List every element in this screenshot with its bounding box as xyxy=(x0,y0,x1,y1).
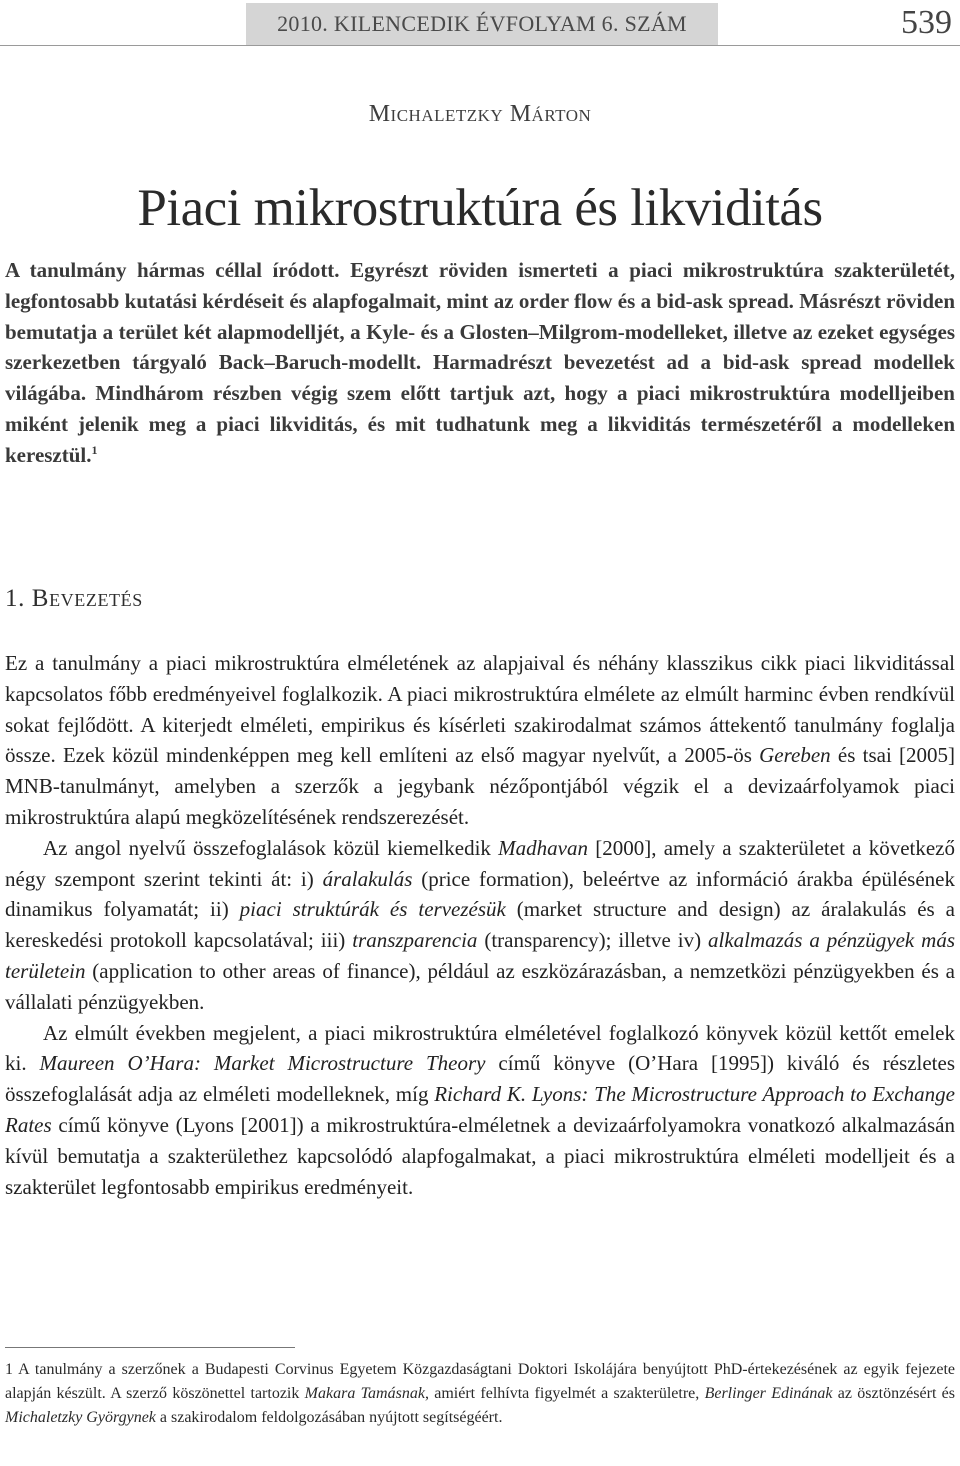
header-rule xyxy=(0,45,960,46)
person-name: Berlinger Edinának xyxy=(704,1385,833,1402)
footnote-paragraph xyxy=(5,1358,955,1430)
footnote-rule xyxy=(5,1347,295,1348)
text-run: Az angol nyelvű összefoglalások közül kiemelkedik xyxy=(43,835,499,860)
abstract-text: A tanulmány hármas céllal íródott. Egyrészt röviden ismerteti a piaci mikrostruktúra szakterületét, legfontosabb kutatási kérdéseit és alapfogalmait, mint az order flow és a bid-ask spread. Másrészt röviden bemutatja a terület két alapmodelljét, a Kyle- és a Glosten–Milgrom-modelleket, illetve az ezeket egységes szerkezetben tárgyaló Back–Baruch-modellt. Harmadrészt bevezetést ad a bid-ask spread modellek világába. Mindhárom részben végig szem előtt tartjuk azt, hogy a piaci mikrostruktúra modelljeiben miként jelenik meg a piaci likviditás, és mit tudhatunk meg a likviditás természetéről a modelleken keresztül. xyxy=(5,258,955,467)
article-title: Piaci mikrostruktúra és likviditás xyxy=(137,179,823,237)
book-title: Maureen O’Hara: Market Microstructure Theory xyxy=(39,1051,486,1076)
body-text xyxy=(5,648,955,1202)
footnote xyxy=(5,1358,955,1430)
paragraph-3 xyxy=(5,1018,955,1203)
text-run: A tanulmány a szerzőnek a Budapesti Corvinus Egyetem Közgazdaságtani Doktori Iskolájára benyújtott PhD-értekezésének az egyik fejezete alapján készült. A szerző köszönettel tartozik xyxy=(5,1361,955,1402)
page-number: 539 xyxy=(901,4,952,41)
text-run: Az elmúlt években megjelent, a piaci mikrostruktúra elméletével foglalkozó könyvek közül kettőt emelek ki. xyxy=(5,1020,955,1076)
text-run: az ösztönzésért és xyxy=(832,1385,956,1402)
text-run: Ez a tanulmány a piaci mikrostruktúra elméletének az alapjaival és néhány klasszikus cikk piaci likviditással kapcsolatos főbb eredményeivel foglalkozik. A piaci mikrostruktúra elmélete az elmúlt harminc évben rendkívül sokat fejlődött. A kiterjedt elméleti, empirikus és kísérleti szakirodalmat számos áttekentő tanulmány foglalja össze. Ezek közül mindenképpen meg kell említeni az első magyar nyelvűt, a 2005-ös xyxy=(5,651,955,768)
citation-author: Gereben xyxy=(759,743,831,768)
text-run: , amiért felhívta figyelmét a szakterületre, xyxy=(424,1385,705,1402)
citation-author: Madhavan xyxy=(498,835,588,860)
text-run: és tsai [2005] MNB-tanulmányt, amelyben a szerzők a jegybank nézőpontjából végzik el a devizaárfolyamok piaci mikrostruktúra alapú megközelítésének rendszerezését. xyxy=(5,743,955,829)
section-heading: 1. Bevezetés xyxy=(5,585,143,612)
text-run: (price formation), beleértve az információ árakba épülésének dinamikus folyamatát; ii) xyxy=(5,866,955,922)
text-run: (transparency); illetve iv) xyxy=(477,928,708,953)
text-run: [2000], amely a szakterületet a következő négy szempont szerint tekinti át: i) xyxy=(5,835,956,891)
text-run: (application to other areas of finance), például az eszközárazásban, a nemzetközi pénzügyekben és a vállalati pénzügyekben. xyxy=(5,958,955,1014)
article-author: Michaletzky Márton xyxy=(368,101,592,127)
paragraph-2 xyxy=(5,833,955,1018)
abstract xyxy=(5,255,955,471)
emphasis: piaci struktúrák és tervezésük xyxy=(239,897,506,922)
person-name: Makara Tamásnak xyxy=(304,1385,425,1402)
text-run: című könyve (O’Hara [1995]) kiváló és részletes összefoglalását adja az elméleti modelleknek, míg xyxy=(5,1051,955,1107)
book-title: Richard K. Lyons: The Microstructure Approach to Exchange Rates xyxy=(5,1082,955,1137)
person-name: Michaletzky Györgynek xyxy=(5,1409,156,1426)
emphasis: áralakulás xyxy=(322,866,413,891)
footnote-ref[interactable]: 1 xyxy=(91,442,98,457)
text-run: a szakirodalom feldolgozásában nyújtott segítségéért. xyxy=(155,1409,503,1426)
emphasis: alkalmazás a pénzügyek más területein xyxy=(5,928,956,983)
footnote-number: 1 xyxy=(5,1361,13,1378)
journal-issue: 2010. KILENCEDIK ÉVFOLYAM 6. SZÁM xyxy=(277,11,687,36)
abstract-paragraph xyxy=(5,255,955,471)
text-run: című könyve (Lyons [2001]) a mikrostruktúra-elméletnek a devizaárfolyamokra vonatkozó alkalmazásán kívül bemutatja a szakterülethez kapcsolódó alapfogalmakat, a piaci mikrostruktúra elméleti modelljeit és a szakterület legfontosabb empirikus eredményeit. xyxy=(5,1112,955,1199)
text-run: (market structure and design) az áralakulás és a kereskedési protokoll kapcsolatával; iii) xyxy=(5,897,955,953)
paragraph-1 xyxy=(5,648,955,833)
emphasis: transzparencia xyxy=(352,928,478,953)
